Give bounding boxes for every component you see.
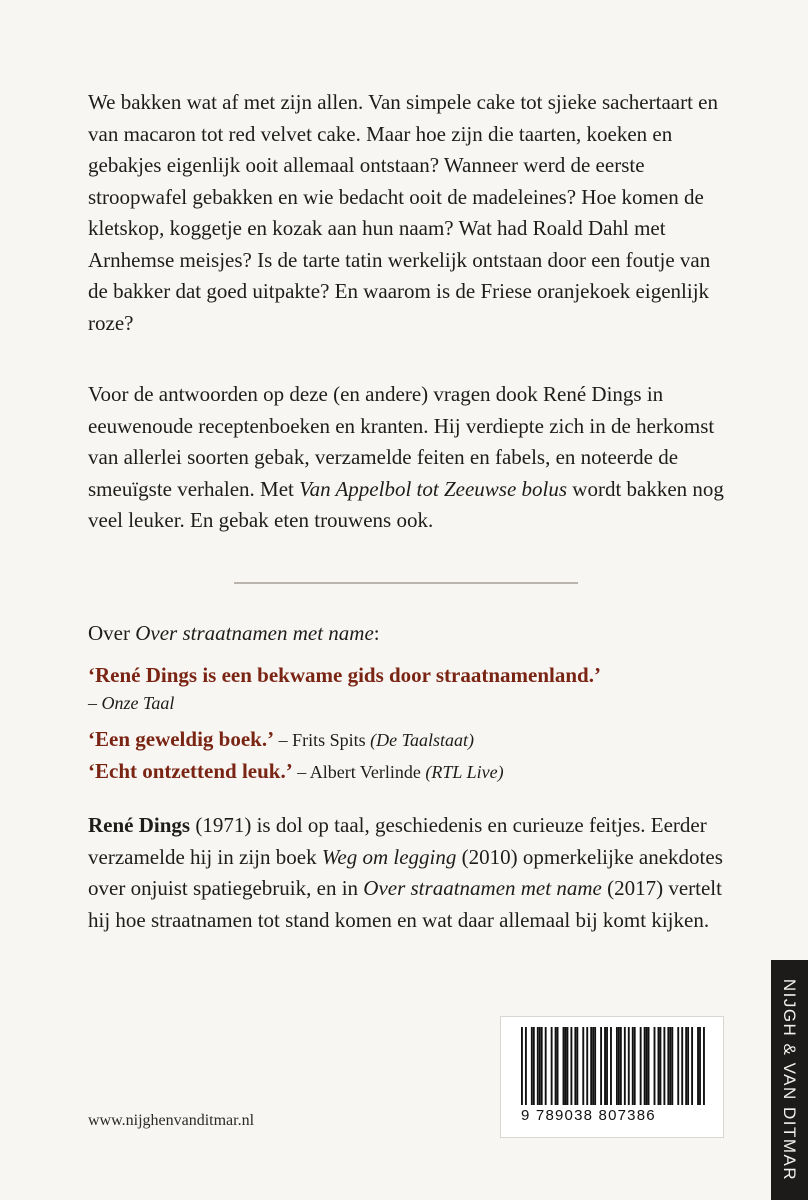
praise-quote-3-author: Albert Verlinde xyxy=(309,762,426,782)
praise-quote-2-text: ‘Een geweldig boek.’ xyxy=(88,727,275,751)
author-bio xyxy=(88,810,728,936)
author-bio-part-1: (1971) is dol op taal, geschiedenis en curieuze feitjes. Eerder verzamelde hij in zijn boek xyxy=(88,813,707,869)
praise-intro-suffix: : xyxy=(373,621,380,645)
praise-quote-2-dash: – xyxy=(274,730,293,750)
book-title-weg-om-legging: Weg om legging xyxy=(321,844,457,869)
praise-quote-1 xyxy=(88,660,601,690)
author-bio-part-2: (2010) opmerkelijke anekdotes over onjuist spatiegebruik, en in xyxy=(88,844,723,900)
barcode-bars-icon xyxy=(521,1027,705,1105)
praise-quote-2-author: Frits Spits xyxy=(292,730,371,750)
praise-intro xyxy=(88,618,380,648)
praise-quote-3-dash: – xyxy=(292,762,310,782)
isbn-number: 9 789038 807386 xyxy=(521,1107,656,1124)
book-title-over-straatnamen: Over straatnamen met name xyxy=(363,876,602,900)
praise-quote-1-source-name: Onze Taal xyxy=(101,693,175,713)
author-bio-part-3: (2017) vertelt hij hoe straatnamen tot stand komen en wat daar allemaal bij komt kijken. xyxy=(88,876,722,932)
praise-intro-prefix: Over xyxy=(88,621,136,645)
isbn-barcode xyxy=(500,1016,724,1138)
divider-rule xyxy=(234,582,578,584)
book-title-appelbol: Van Appelbol tot Zeeuwse bolus xyxy=(299,476,568,501)
praise-intro-title: Over straatnamen met name xyxy=(135,621,374,645)
praise-quote-3-text: ‘Echt ontzettend leuk.’ xyxy=(88,759,293,783)
publisher-website: www.nijghenvanditmar.nl xyxy=(88,1112,255,1129)
blurb-paragraph-1: We bakken wat af met zijn allen. Van simpele cake tot sjieke sachertaart en van macaron tot red velvet cake. Maar hoe zijn die taarten, koeken en gebakjes eigenlijk ooit allemaal ontstaan? Wanneer werd de eerste stroopwafel gebakken en wie bedacht ooit de madeleines? Hoe komen de kletskop, koggetje en kozak aan hun naam? Wat had Roald Dahl met Arnhemse meisjes? Is de tarte tatin werkelijk ontstaan door een foutje van de bakker dat goed uitpakte? En waarom is de Friese oranjekoek eigenlijk roze? xyxy=(88,90,718,335)
praise-quote-3 xyxy=(88,756,504,787)
praise-quote-1-dash: – xyxy=(88,693,102,713)
publisher-name: NIJGH & VAN DITMAR xyxy=(780,978,799,1182)
author-name: René Dings xyxy=(88,813,191,837)
praise-quote-1-source xyxy=(88,688,174,718)
praise-quote-1-text: ‘René Dings is een bekwame gids door straatnamenland.’ xyxy=(88,663,601,687)
praise-quote-2-source: (De Taalstaat) xyxy=(370,730,474,750)
praise-quote-3-source: (RTL Live) xyxy=(425,762,504,782)
blurb-paragraph-2-end: wordt bakken nog veel leuker. En gebak eten trouwens ook. xyxy=(88,476,724,532)
blurb-paragraph-2-start: Voor de antwoorden op deze (en andere) vragen dook René Dings in eeuwenoude receptenboeken en kranten. Hij verdiepte zich in de herkomst van allerlei soorten gebak, verzamelde feiten en fabels, en noteerde de smeuïgste verhalen. Met xyxy=(88,382,715,501)
blurb-paragraph-2 xyxy=(88,379,728,537)
praise-quote-2 xyxy=(88,724,474,755)
